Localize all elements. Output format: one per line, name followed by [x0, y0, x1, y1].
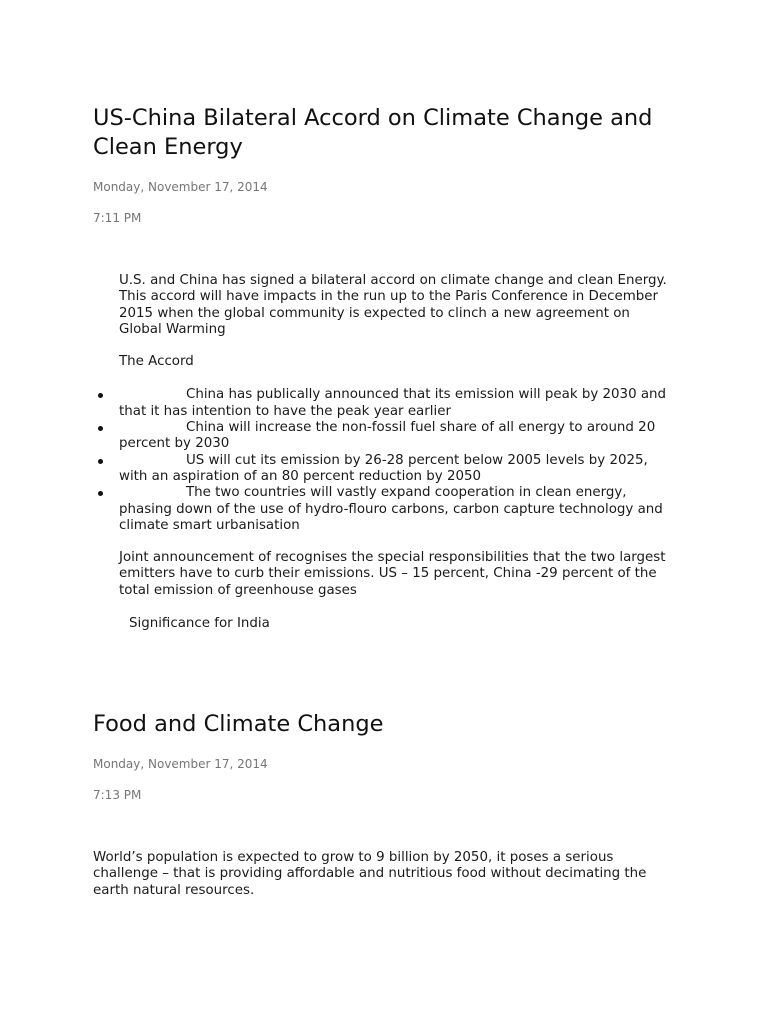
bullet-text: The two countries will vastly expand cooperation in clean energy, phasing down of the use of hydro-flouro carbons, carbon capture technology and climate smart urbanisation [119, 485, 663, 533]
note-title: Food and Climate Change [93, 711, 384, 737]
note-body [119, 273, 675, 632]
list-item [119, 420, 675, 453]
bullet-icon [98, 426, 103, 431]
note-food-climate [93, 710, 683, 899]
note-time: 7:13 PM [93, 788, 142, 802]
note-body-paragraph: World’s population is expected to grow to 9 billion by 2050, it poses a serious challenge – that is providing affordable and nutritious food without decimating the earth natural resources. [93, 850, 647, 898]
bullet-text: China will increase the non-fossil fuel share of all energy to around 20 percent by 2030 [119, 420, 656, 452]
bullet-icon [98, 491, 103, 496]
list-item [119, 387, 675, 420]
bullet-icon [98, 459, 103, 464]
list-item [119, 453, 675, 486]
note-us-china-accord [93, 104, 683, 632]
list-item [119, 485, 675, 534]
bullet-icon [98, 393, 103, 398]
significance-heading: Significance for India [129, 616, 270, 632]
note-date: Monday, November 17, 2014 [93, 180, 268, 194]
accord-heading: The Accord [119, 354, 194, 370]
bullet-text: US will cut its emission by 26-28 percent below 2005 levels by 2025, with an aspiration of an 80 percent reduction by 2050 [119, 452, 648, 484]
intro-paragraph: U.S. and China has signed a bilateral accord on climate change and clean Energy. This accord will have impacts in the run up to the Paris Conference in December 2015 when the global community is expected to clinch a new agreement on Global Warming [119, 273, 667, 337]
note-date: Monday, November 17, 2014 [93, 757, 268, 771]
note-time: 7:11 PM [93, 211, 142, 225]
accord-bullet-list [119, 387, 675, 534]
joint-announcement-paragraph: Joint announcement of recognises the special responsibilities that the two largest emitters have to curb their emissions. US – 15 percent, China -29 percent of the total emission of greenhouse gases [119, 550, 666, 598]
bullet-text: China has publically announced that its emission will peak by 2030 and that it has intention to have the peak year earlier [119, 387, 667, 419]
note-title: US-China Bilateral Accord on Climate Change and Clean Energy [93, 105, 653, 160]
